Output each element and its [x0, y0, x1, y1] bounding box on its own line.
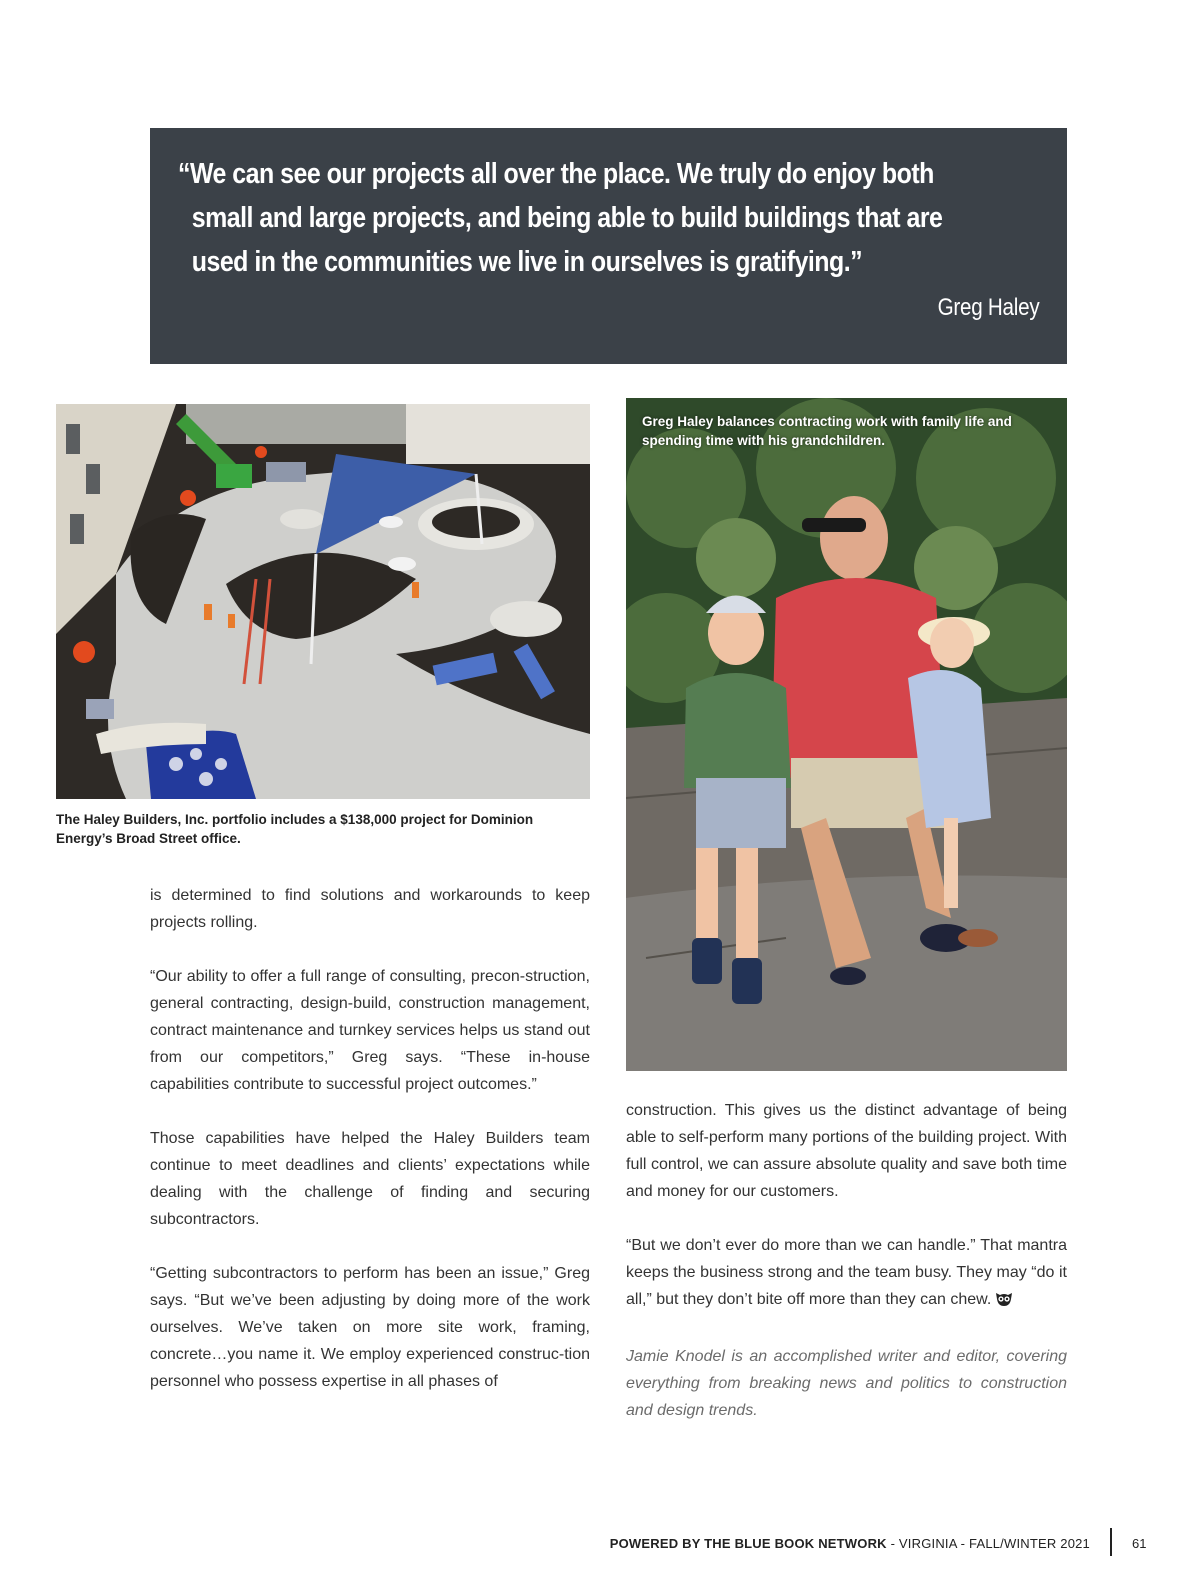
footer-divider	[1110, 1528, 1112, 1556]
page-number: 61	[1132, 1536, 1147, 1551]
article-paragraph: is determined to find solutions and workarounds to keep projects rolling.	[150, 887, 590, 931]
footer-edition: - VIRGINIA - FALL/WINTER 2021	[886, 1536, 1090, 1551]
article-paragraph: Those capabilities have helped the Haley Builders team continue to meet deadlines and clients’ expectations while dealing with the challenge of finding and securing subcontractors.	[150, 1130, 590, 1228]
pull-quote	[150, 128, 1067, 364]
courtyard-photo-caption: The Haley Builders, Inc. portfolio includes a $138,000 project for Dominion Energy’s Broad Street office.	[56, 812, 534, 846]
article-closing-paragraph	[626, 1232, 1067, 1316]
author-bio: Jamie Knodel is an accomplished writer and editor, covering everything from breaking news and politics to construction and design trends.	[626, 1348, 1067, 1419]
pull-quote-text: “We can see our projects all over the place. We truly do enjoy both small and large projects, and being able to build buildings that are used in the communities we live in ourselves is gratifying.”	[178, 158, 943, 278]
pull-quote-attribution: Greg Haley	[937, 294, 1039, 321]
family-photo-caption: Greg Haley balances contracting work with family life and spending time with his grandchildren.	[642, 414, 1012, 448]
page-footer	[610, 1536, 1090, 1551]
article-paragraph: “Our ability to offer a full range of consulting, precon-struction, general contracting, design-build, construction management, contract maintenance and turnkey services helps us stand out from our competitors,” Greg says. “These in-house capabilities contribute to successful project outcomes.”	[150, 968, 590, 1093]
article-column-left	[150, 882, 590, 1422]
article-paragraph: “Getting subcontractors to perform has been an issue,” Greg says. “But we’ve been adjusting by doing more of the work ourselves. We’ve taken on more site work, framing, concrete…you name it. We employ experienced construc-tion personnel who possess expertise in all phases of	[150, 1265, 590, 1390]
owl-icon	[995, 1289, 1013, 1316]
article-paragraph-text: “But we don’t ever do more than we can handle.” That mantra keeps the business strong and the team busy. They may “do it all,” but they don’t bite off more than they can chew.	[626, 1237, 1067, 1308]
courtyard-photo	[56, 404, 590, 799]
article-column-right	[626, 1097, 1067, 1451]
article-paragraph: construction. This gives us the distinct advantage of being able to self-perform many portions of the building project. With full control, we can assure absolute quality and save both time and money for our customers.	[626, 1102, 1067, 1200]
footer-brand: POWERED BY THE BLUE BOOK NETWORK	[609, 1536, 887, 1551]
family-photo	[626, 398, 1067, 1071]
